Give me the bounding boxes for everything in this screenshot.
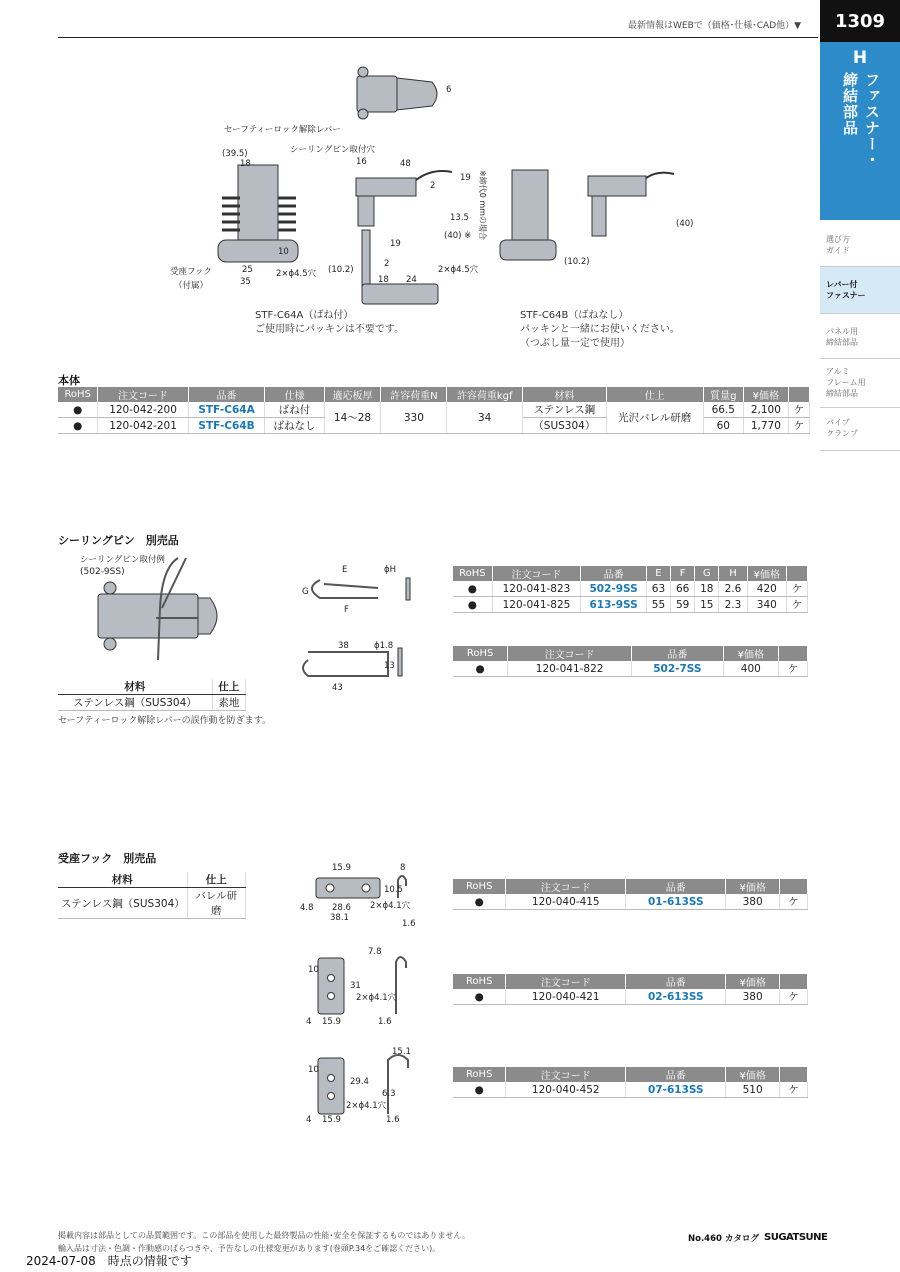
caption-stf-c64b: STF-C64B（ばねなし） パッキンと一緒にお使いください。 （つぶし量一定で使用） [520, 310, 680, 349]
dim-10-2: (10.2) [328, 265, 354, 275]
dim-E: E [342, 565, 348, 575]
label-safety-lever: セーフティーロック解除レバー [224, 125, 341, 135]
hook-table-07: RoHS 注文コード 品番 ¥価格 ● 120-040-452 07-613SS 510 ケ [453, 1067, 808, 1098]
dim-48: 48 [400, 159, 411, 169]
table-row: ● 120-041-822 502-7SS 400 ケ [453, 661, 808, 677]
dim-6-3: 6.3 [382, 1089, 396, 1099]
sealing-pin-material-table: 材料 仕上 ステンレス鋼（SUS304） 素地 [58, 679, 246, 711]
dim-F: F [344, 605, 349, 615]
dim-28-6: 28.6 [332, 903, 351, 913]
part-link[interactable]: 07-613SS [626, 1082, 726, 1098]
dim-15-9: 15.9 [322, 1017, 341, 1027]
dim-10: 10 [308, 1065, 319, 1075]
dim-4-8: 4.8 [300, 903, 314, 913]
dim-4: 4 [306, 1017, 312, 1027]
sidebar-category [820, 42, 900, 220]
label-hook-2: （付属） [174, 281, 209, 291]
sidebar-sep [820, 313, 900, 314]
footer-catalog: No.460 カタログ [688, 1234, 759, 1244]
section-title-hook: 受座フック 別売品 [58, 852, 157, 865]
dim-H: ϕH [384, 565, 396, 575]
dim-29-4: 29.4 [350, 1077, 369, 1087]
dim-2a: 2 [430, 181, 436, 191]
part-link[interactable]: 502-7SS [632, 661, 724, 677]
dim-hole: 2×ϕ4.1穴 [346, 1101, 387, 1111]
category-label-2: 締結部品 [841, 72, 859, 136]
dim-19b: 19 [390, 239, 401, 249]
dim-10: 10 [278, 247, 289, 257]
category-letter: H [852, 48, 868, 68]
header-rule [58, 37, 818, 38]
caption-stf-c64a: STF-C64A（ばね付） ご使用時にパッキンは不要です。 [255, 310, 405, 335]
main-product-drawing [160, 60, 700, 320]
sidebar-sep [820, 407, 900, 408]
hook-02-drawing [298, 942, 428, 1032]
label-packing-note: ※締代0 mmの場合 [478, 170, 487, 240]
dim-25: 25 [242, 265, 253, 275]
dim-13-5: 13.5 [450, 213, 469, 223]
part-link[interactable]: 01-613SS [626, 894, 726, 910]
sidebar-item-lever-fastener[interactable]: レバー付 ファスナー [820, 267, 900, 313]
dim-2b: 2 [384, 259, 390, 269]
header-note: 最新情報はWEBで（価格･仕様･CAD他）▼ [628, 21, 802, 31]
dim-1-8: ϕ1.8 [374, 641, 394, 651]
hook-07-drawing [298, 1042, 428, 1132]
dim-15-1: 15.1 [392, 1047, 411, 1057]
sealing-pin-table-1: RoHS 注文コード 品番 E F G H ¥価格 ● 120-041-823 502-9SS 63 66 18 2.6 420 ケ ● 120-041-825 613-9SS 55 59 15 2.3 340 ケ [453, 566, 808, 613]
sidebar-item-panel[interactable]: パネル用 締結部品 [826, 327, 858, 347]
dim-10-5: 10.5 [384, 885, 403, 895]
label-sealing-pin-hole: シーリングピン取付穴 [290, 145, 375, 155]
dim-35: 35 [240, 277, 251, 287]
dim-38-1: 38.1 [330, 913, 349, 923]
part-link[interactable]: 02-613SS [626, 989, 726, 1005]
hook-table-01: RoHS 注文コード 品番 ¥価格 ● 120-040-415 01-613SS 380 ケ [453, 879, 808, 910]
dim-hole: 2×ϕ4.1穴 [370, 901, 411, 911]
sealing-pin-note: セーフティーロック解除レバーの誤作動を防ぎます。 [58, 716, 271, 726]
dim-7-8: 7.8 [368, 947, 382, 957]
table-row: ● 120-041-823 502-9SS 63 66 18 2.6 420 ケ [453, 581, 808, 597]
part-link[interactable]: STF-C64A [188, 402, 265, 418]
dim-G: G [302, 587, 309, 597]
section-title-body: 本体 [58, 374, 80, 387]
table-row: ● 120-041-825 613-9SS 55 59 15 2.3 340 ケ [453, 597, 808, 613]
dim-39-5: (39.5) [222, 149, 248, 159]
sealing-pin-table-2: RoHS 注文コード 品番 ¥価格 ● 120-041-822 502-7SS 400 ケ [453, 646, 808, 677]
table-row: ● 120-040-452 07-613SS 510 ケ [453, 1082, 808, 1098]
dim-15-9: 15.9 [332, 863, 351, 873]
sealing-pin-example-drawing [58, 548, 248, 680]
dim-18: 18 [240, 159, 251, 169]
dim-1-6: 1.6 [402, 919, 416, 928]
dim-24: 24 [406, 275, 417, 285]
sidebar-sep [820, 358, 900, 359]
dim-1-6: 1.6 [386, 1115, 400, 1125]
dim-1-6: 1.6 [378, 1017, 392, 1027]
dim-40: (40) ※ [444, 231, 472, 241]
sealing-pin-dimension-drawing [298, 560, 428, 695]
label-hook-1: 受座フック [170, 267, 212, 277]
dim-15-9: 15.9 [322, 1115, 341, 1125]
sidebar-item-guide[interactable]: 選び方 ガイド [826, 235, 850, 255]
dim-16: 16 [356, 157, 367, 167]
dim-hole-1: 2×ϕ4.5穴 [276, 269, 317, 279]
dim-4: 4 [306, 1115, 312, 1125]
dim-19a: 19 [460, 173, 471, 183]
table-row: ● 120-040-415 01-613SS 380 ケ [453, 894, 808, 910]
dim-hole: 2×ϕ4.1穴 [356, 993, 397, 1003]
part-link[interactable]: STF-C64B [188, 418, 265, 434]
dim-10-2b: (10.2) [564, 257, 590, 267]
part-link[interactable]: 613-9SS [581, 597, 647, 613]
part-link[interactable]: 502-9SS [581, 581, 647, 597]
hook-table-02: RoHS 注文コード 品番 ¥価格 ● 120-040-421 02-613SS 380 ケ [453, 974, 808, 1005]
label-pin-example: シーリングピン取付例 [80, 555, 165, 565]
section-title-sealing-pin: シーリングピン 別売品 [58, 534, 179, 547]
dim-13: 13 [384, 661, 395, 671]
hook-01-drawing [298, 858, 428, 928]
dim-43: 43 [332, 683, 343, 693]
hook-material-table: 材料 仕上 ステンレス鋼（SUS304） バレル研磨 [58, 872, 246, 919]
page-number: 1309 [820, 0, 900, 42]
label-pin-example-code: (502-9SS) [80, 567, 125, 577]
dim-31: 31 [350, 981, 361, 991]
dim-18b: 18 [378, 275, 389, 285]
sidebar-item-aluminum-frame[interactable]: アルミ フレーム用 締結部品 [826, 367, 866, 398]
dim-hole-2: 2×ϕ4.5穴 [438, 265, 479, 275]
main-product-table [58, 387, 810, 434]
dim-40b: (40) [676, 219, 694, 229]
dim-10: 10 [308, 965, 319, 975]
category-label-1: ファスナー・ [863, 72, 881, 168]
footer-date: 2024-07-08 時点の情報です [26, 1254, 192, 1268]
sidebar-item-pipe-clamp[interactable]: パイプ クランプ [826, 418, 858, 438]
brand-logo: SUGATSUNE [764, 1232, 828, 1243]
table-header: RoHS 注文コード 品番 仕様 適応板厚 許容荷重N 許容荷重kgf 材料 仕上 質量g ¥価格 [58, 387, 810, 402]
dim-38: 38 [338, 641, 349, 651]
table-row: ● 120-040-421 02-613SS 380 ケ [453, 989, 808, 1005]
table-row: ● 120-042-201 STF-C64B ばねなし （SUS304） 60 1,770 ケ [58, 418, 810, 434]
footer-disclaimer: 掲載内容は部品としての品質範囲です。この部品を使用した最終製品の性能･安全を保証するものではありません。 輸入品は寸法・色調・作動感のばらつきや、予告なしの仕様変更があります(巻頭P.34をご確認ください)。 [58, 1231, 470, 1253]
table-row: ● 120-042-200 STF-C64A ばね付 14～28 330 34 ステンレス鋼 光沢バレル研磨 66.5 2,100 ケ [58, 402, 810, 418]
dim-8: 8 [400, 863, 406, 873]
sidebar-sep [820, 450, 900, 451]
dim-6: 6 [446, 85, 452, 95]
